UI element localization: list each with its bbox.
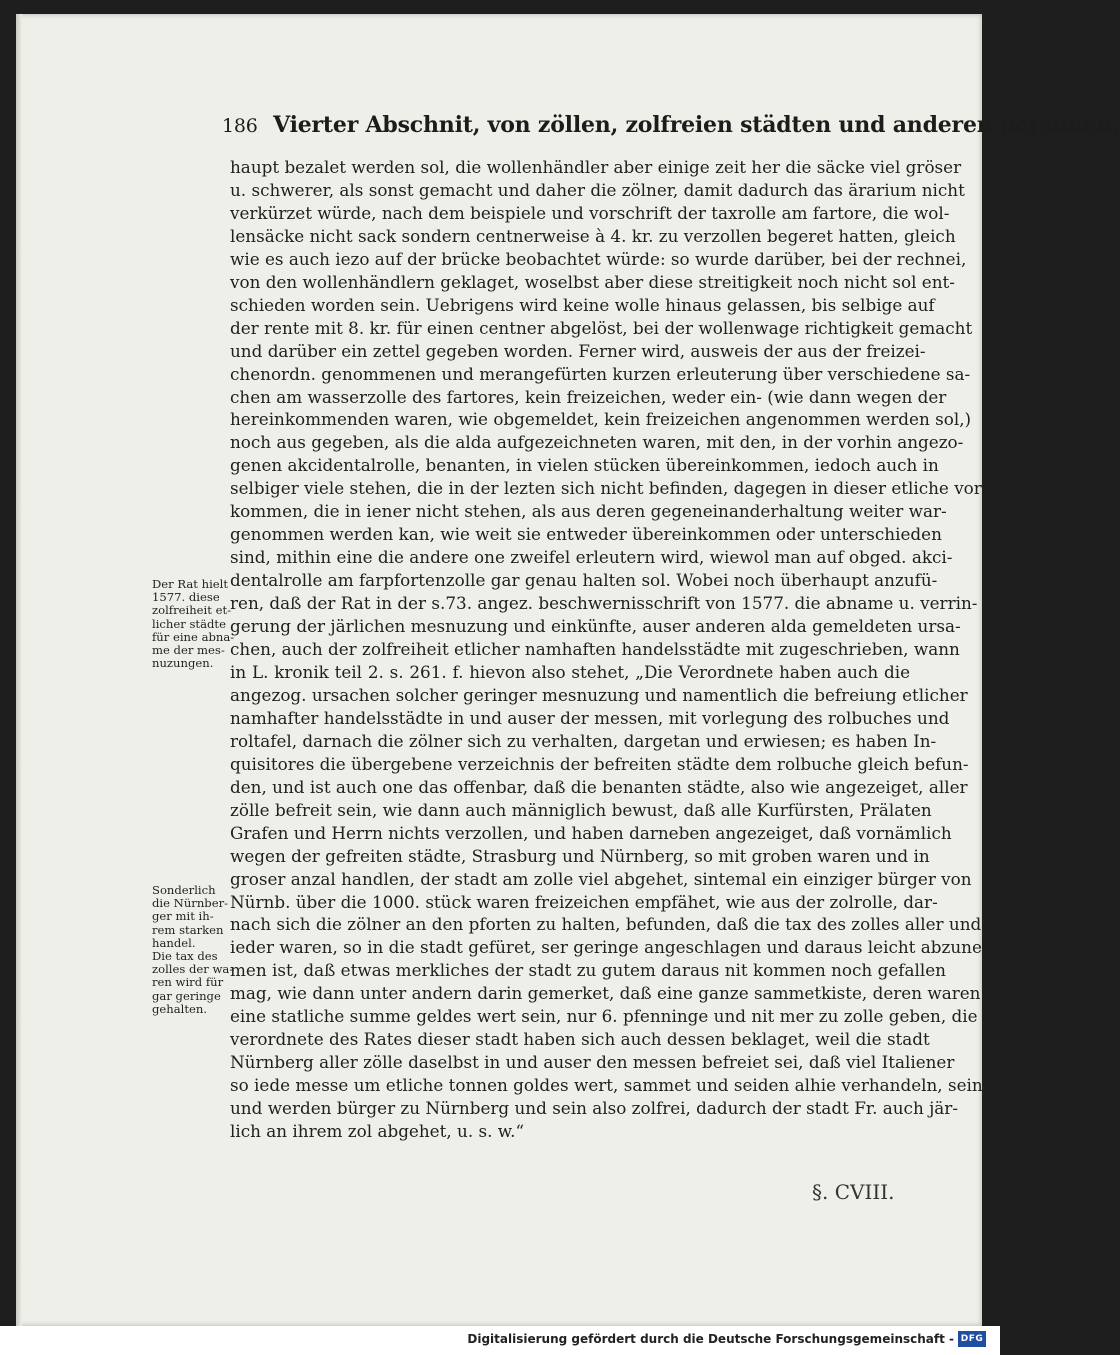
- text-line: u. schwerer, als sonst gemacht und daher die zölner, damit dadurch das ärarium nicht: [230, 179, 965, 200]
- margin-note-rat-1577: [152, 578, 248, 670]
- margin-note-line: rem starken: [152, 922, 224, 937]
- text-line: chenordn. genommenen und merangefürten kurzen erleuterung über verschiedene sa-: [230, 363, 971, 384]
- text-line: von den wollenhändlern geklaget, woselbst aber diese streitigkeit noch nicht sol ent-: [230, 271, 955, 292]
- text-line: haupt bezalet werden sol, die wollenhändler aber einige zeit her die säcke viel gröser: [230, 157, 962, 177]
- text-line: quisitores die übergebene verzeichnis der befreiten städte dem rolbuche gleich befun-: [230, 753, 969, 774]
- text-line: in L. kronik teil 2. s. 261. f. hievon also stehet, „Die Verordnete haben auch die: [230, 661, 910, 682]
- text-line: der rente mit 8. kr. für einen centner abgelöst, bei der wollenwage richtigkeit gemacht: [230, 317, 973, 338]
- text-line: noch aus gegeben, als die alda aufgezeichneten waren, mit den, in der vorhin angezo-: [230, 432, 964, 453]
- margin-note-line: licher städte: [152, 616, 226, 631]
- text-line: genommen werden kan, wie weit sie entweder übereinkommen oder unterschieden: [230, 524, 942, 545]
- text-line: ren, daß der Rat in der s.73. angez. beschwernisschrift von 1577. die abname u. verrin-: [230, 593, 978, 614]
- text-line: chen am wasserzolle des fartores, kein freizeichen, weder ein- (wie dann wegen der: [230, 386, 947, 407]
- page-number: 186: [222, 115, 258, 137]
- margin-note-line: Die tax des: [152, 949, 218, 964]
- text-line: verordnete des Rates dieser stadt haben sich auch dessen beklaget, weil die stadt: [230, 1029, 930, 1050]
- text-line: genen akcidentalrolle, benanten, in vielen stücken übereinkommen, iedoch auch in: [230, 455, 939, 476]
- text-line: men ist, daß etwas merkliches der stadt zu gutem daraus nit kommen noch gefallen: [230, 960, 946, 981]
- text-line: dentalrolle am farpfortenzolle gar genau halten sol. Wobei noch überhaupt anzufü-: [230, 570, 938, 591]
- margin-note-line: zolles der wa-: [152, 962, 234, 977]
- margin-note-line: ren wird für: [152, 975, 224, 990]
- text-line: sind, mithin eine die andere one zweifel erleutern wird, wiewol man auf obged. akci-: [230, 547, 953, 568]
- text-line: namhafter handelsstädte in und auser der messen, mit vorlegung des rolbuches und: [230, 707, 950, 728]
- margin-note-line: ger mit ih-: [152, 909, 214, 924]
- text-line: nach sich die zölner an den pforten zu halten, befunden, daß die tax des zolles aller und: [230, 914, 982, 935]
- margin-note-line: 1577. diese: [152, 590, 220, 605]
- text-line: zölle befreit sein, wie dann auch männiglich bewust, daß alle Kurfürsten, Prälaten: [230, 799, 932, 820]
- body-text: [230, 156, 988, 1143]
- text-line: Grafen und Herrn nichts verzollen, und haben darneben angezeiget, daß vornämlich: [230, 822, 952, 843]
- page-gutter-shadow: [16, 14, 22, 1326]
- dfg-logo-icon: DFG: [958, 1331, 986, 1347]
- margin-note-line: nuzungen.: [152, 656, 214, 671]
- running-header: [222, 110, 1120, 138]
- section-title: Vierter Abschnit, von zöllen, zolfreien städten und anderen personen,: [273, 112, 1120, 138]
- text-line: Nürnberg aller zölle daselbst in und auser den messen befreiet sei, daß viel Italiener: [230, 1052, 955, 1073]
- text-line: hereinkommenden waren, wie obgemeldet, kein freizeichen angenommen werden sol,): [230, 409, 972, 430]
- margin-note-line: Der Rat hielt: [152, 577, 229, 591]
- margin-note-nuernberger: [152, 884, 248, 1016]
- text-line: groser anzal handlen, der stadt am zolle viel abgehet, sintemal ein einziger bürger von: [230, 868, 972, 889]
- text-line: lich an ihrem zol abgehet, u. s. w.“: [230, 1121, 525, 1142]
- text-line: angezog. ursachen solcher geringer mesnuzung und namentlich die befreiung etlicher: [230, 684, 968, 705]
- text-line: lensäcke nicht sack sondern centnerweise à 4. kr. zu verzollen begeret hatten, gleich: [230, 225, 956, 246]
- text-line: wegen der gefreiten städte, Strasburg und Nürnberg, so mit groben waren und in: [230, 845, 930, 866]
- text-line: kommen, die in iener nicht stehen, als aus deren gegeneinanderhaltung weiter war-: [230, 501, 947, 522]
- text-line: eine statliche summe geldes wert sein, nur 6. pfenninge und nit mer zu zolle geben, die: [230, 1006, 978, 1027]
- text-line: und darüber ein zettel gegeben worden. Ferner wird, ausweis der aus der freizei-: [230, 340, 926, 361]
- text-line: ieder waren, so in die stadt gefüret, ser geringe angeschlagen und daraus leicht abzune-: [230, 937, 988, 958]
- text-line: wie es auch iezo auf der brücke beobachtet würde: so wurde darüber, bei der rechnei,: [230, 248, 967, 269]
- margin-note-line: für eine abna-: [152, 629, 235, 644]
- text-line: und werden bürger zu Nürnberg und sein also zolfrei, dadurch der stadt Fr. auch jär-: [230, 1098, 958, 1119]
- text-line: roltafel, darnach die zölner sich zu verhalten, dargetan und erwiesen; es haben In-: [230, 730, 937, 751]
- margin-note-line: me der mes-: [152, 643, 225, 658]
- text-line: chen, auch der zolfreiheit etlicher namhaften handelsstädte mit zugeschrieben, wann: [230, 639, 960, 660]
- text-line: so iede messe um etliche tonnen goldes wert, sammet und seiden alhie verhandeln, sein: [230, 1075, 983, 1096]
- margin-note-line: zolfreiheit et-: [152, 603, 232, 618]
- footer-bar: [0, 1326, 1000, 1355]
- catchword: §. CVIII.: [812, 1180, 895, 1204]
- margin-note-line: handel.: [152, 935, 196, 950]
- dfg-credit: Digitalisierung gefördert durch die Deutsche Forschungsgemeinschaft -: [467, 1332, 954, 1346]
- text-line: mag, wie dann unter andern darin gemerket, daß eine ganze sammetkiste, deren waren: [230, 983, 981, 1004]
- margin-note-line: gar geringe: [152, 988, 221, 1003]
- margin-note-line: Sonderlich: [152, 883, 216, 897]
- margin-note-line: die Nürnber-: [152, 896, 229, 911]
- text-line: selbiger viele stehen, die in der lezten sich nicht befinden, dagegen in dieser etliche vor-: [230, 478, 988, 499]
- text-line: gerung der järlichen mesnuzung und einkünfte, auser anderen alda gemeldeten ursa-: [230, 616, 961, 637]
- text-line: schieden worden sein. Uebrigens wird keine wolle hinaus gelassen, bis selbige auf: [230, 294, 935, 315]
- text-line: Nürnb. über die 1000. stück waren freizeichen empfähet, wie aus der zolrolle, dar-: [230, 891, 938, 912]
- margin-note-line: gehalten.: [152, 1001, 208, 1016]
- text-line: verkürzet würde, nach dem beispiele und vorschrift der taxrolle am fartore, die wol-: [230, 202, 950, 223]
- text-line: den, und ist auch one das offenbar, daß die benanten städte, also wie angezeiget, aller: [230, 776, 968, 797]
